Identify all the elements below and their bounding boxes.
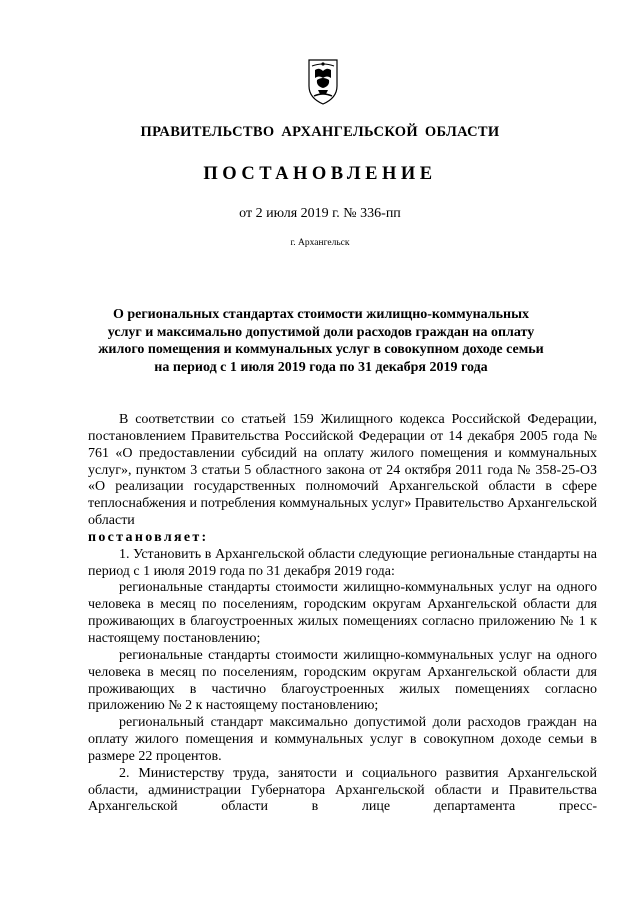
item-2-paragraph: 2. Министерству труда, занятости и социального развития Архангельской области, администрации Губернатора Архангельской области и Правительства Архангельской области в лице департамента пресс- [88, 765, 597, 815]
document-body [88, 412, 597, 816]
title-line: на период с 1 июля 2019 года по 31 декабря 2019 года [154, 360, 488, 376]
document-title [88, 306, 554, 377]
title-line: жилого помещения и коммунальных услуг в совокупном доходе семьи [98, 342, 544, 358]
preamble-paragraph: В соответствии со статьей 159 Жилищного кодекса Российской Федерации, постановлением Правительства Российской Федерации от 14 декабря 2005 года № 761 «О предоставлении субсидий на оплату жилого помещения и коммунальных услуг», пунктом 3 статьи 5 областного закона от 24 октября 2011 года № 358-25-ОЗ «О реализации государственных полномочий Архангельской области в сфере теплоснабжения и потребления коммунальных услуг» Правительство Архангельской области [88, 412, 597, 529]
item-1b-paragraph: региональные стандарты стоимости жилищно-коммунальных услуг на одного человека в месяц по поселениям, городским округам Архангельской области для проживающих в частично благоустроенных жилых помещениях согласно приложению № 2 к настоящему постановлению; [88, 647, 597, 714]
title-line: услуг и максимально допустимой доли расходов граждан на оплату [107, 324, 535, 340]
item-1a-paragraph: региональные стандарты стоимости жилищно-коммунальных услуг на одного человека в месяц по поселениям, городским округам Архангельской области для проживающих в благоустроенных жилых помещениях согласно приложению № 1 к настоящему постановлению; [88, 580, 597, 646]
title-line: О региональных стандартах стоимости жилищно-коммунальных [112, 307, 530, 322]
item-1-paragraph: 1. Установить в Архангельской области следующие региональные стандарты на период с 1 июля 2019 года по 31 декабря 2019 года: [88, 546, 597, 579]
item-1c-paragraph: региональный стандарт максимально допустимой доли расходов граждан на оплату жилого помещения и коммунальных услуг в совокупном доходе семьи в размере 22 процентов. [88, 715, 597, 764]
decree-word: постановляет: [88, 529, 209, 545]
document-type: ПОСТАНОВЛЕНИЕ [203, 164, 437, 184]
document-date-number: от 2 июля 2019 г. № 336-пп [239, 206, 401, 221]
document-city: г. Архангельск [290, 238, 350, 248]
coat-of-arms-icon [306, 56, 340, 106]
government-name: ПРАВИТЕЛЬСТВО АРХАНГЕЛЬСКОЙ ОБЛАСТИ [140, 124, 500, 140]
